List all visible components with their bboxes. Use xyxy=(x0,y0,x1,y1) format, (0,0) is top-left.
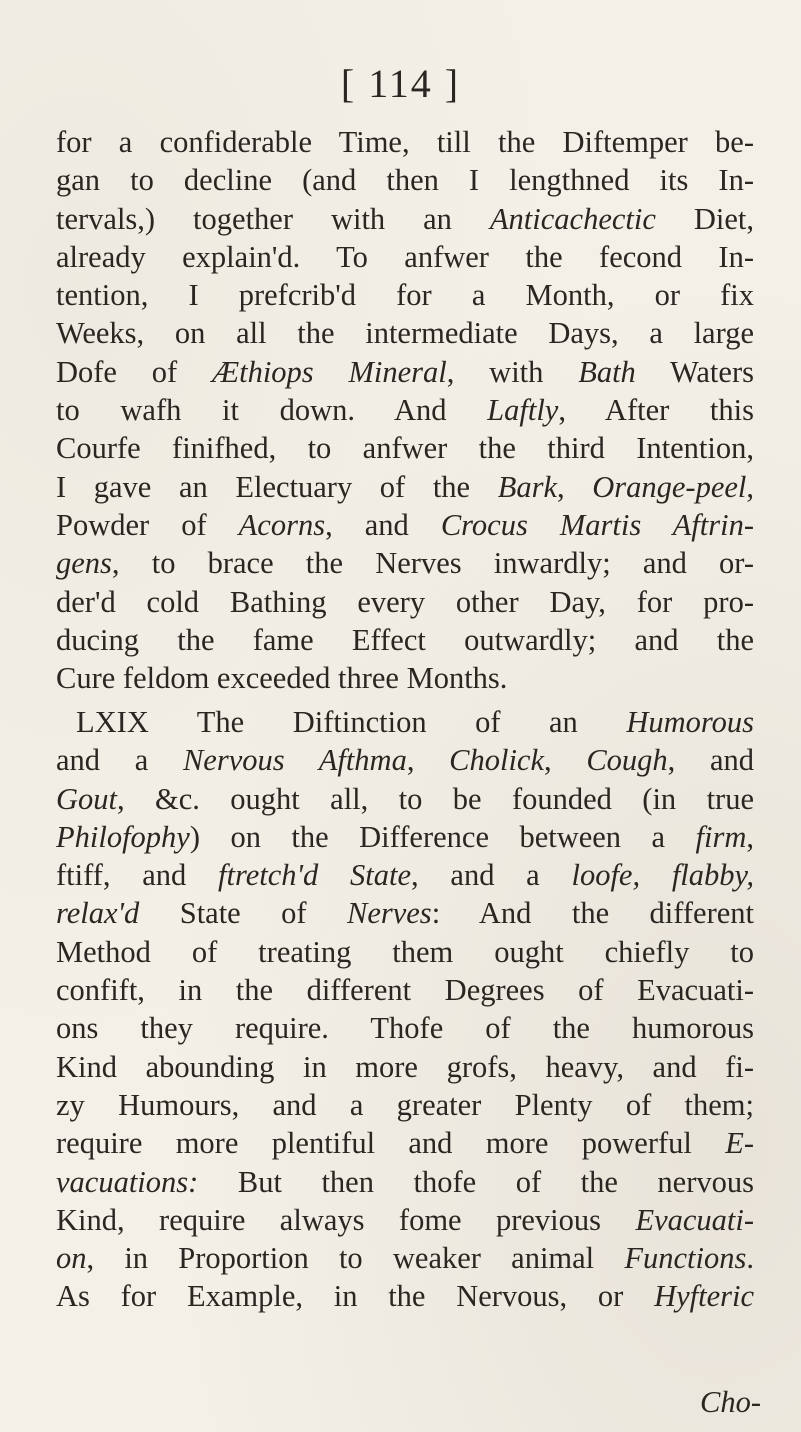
text-line: Philofophy) on the Difference between a firm, xyxy=(56,819,754,854)
text-line: vacuations: But then thofe of the nervous xyxy=(56,1164,754,1199)
text-line: ons they require. Thofe of the humorous xyxy=(56,1011,754,1046)
text-line: Gout, &c. ought all, to be founded (in true xyxy=(56,781,754,816)
text-line: Courfe finifhed, to anfwer the third Intention, xyxy=(56,431,754,466)
text-line: Cure feldom exceeded three Months. xyxy=(56,661,508,696)
text-line: tervals,) together with an Anticachectic Diet, xyxy=(56,201,754,236)
text-line: ftiff, and ftretch'd State, and a loofe, flabby, xyxy=(56,858,755,893)
text-line: gens, to brace the Nerves inwardly; and or- xyxy=(56,546,754,581)
catchword: Cho- xyxy=(700,1385,761,1419)
text-line: and a Nervous Afthma, Cholick, Cough, and xyxy=(56,743,755,778)
text-line: Method of treating them ought chiefly to xyxy=(56,934,754,969)
text-line: relax'd State of Nerves: And the different xyxy=(56,896,754,931)
text-line: As for Example, in the Nervous, or Hyfteric xyxy=(56,1279,754,1314)
text-line: Weeks, on all the intermediate Days, a large xyxy=(56,316,754,351)
paragraph-2 xyxy=(56,703,754,1316)
text-line: to wafh it down. And Laftly, After this xyxy=(56,393,754,428)
text-line: zy Humours, and a greater Plenty of them; xyxy=(56,1087,754,1122)
text-line: gan to decline (and then I lengthned its In- xyxy=(56,163,754,198)
text-line: ducing the fame Effect outwardly; and the xyxy=(56,622,754,657)
text-line: Powder of Acorns, and Crocus Martis Aftrin- xyxy=(56,507,755,542)
text-line: tention, I prefcrib'd for a Month, or fix xyxy=(56,278,754,313)
text-line: der'd cold Bathing every other Day, for pro- xyxy=(56,584,754,619)
text-line: for a confiderable Time, till the Diftemper be- xyxy=(56,125,754,159)
text-line: confift, in the different Degrees of Evacuati- xyxy=(56,973,754,1008)
text-line: LXIX The Diftinction of an Humorous xyxy=(76,705,754,739)
paragraph-1 xyxy=(56,123,754,697)
text-line: Dofe of Æthiops Mineral, with Bath Waters xyxy=(56,354,754,389)
text-line: Kind, require always fome previous Evacuati- xyxy=(56,1202,754,1237)
text-line: I gave an Electuary of the Bark, Orange-peel, xyxy=(56,469,754,504)
page-number: [ 114 ] xyxy=(340,61,461,106)
text-line: Kind abounding in more grofs, heavy, and fi- xyxy=(56,1049,754,1084)
text-line: on, in Proportion to weaker animal Functions. xyxy=(56,1241,754,1276)
text-line: already explain'd. To anfwer the fecond In- xyxy=(56,239,754,274)
text-line: require more plentiful and more powerful E- xyxy=(56,1126,754,1161)
